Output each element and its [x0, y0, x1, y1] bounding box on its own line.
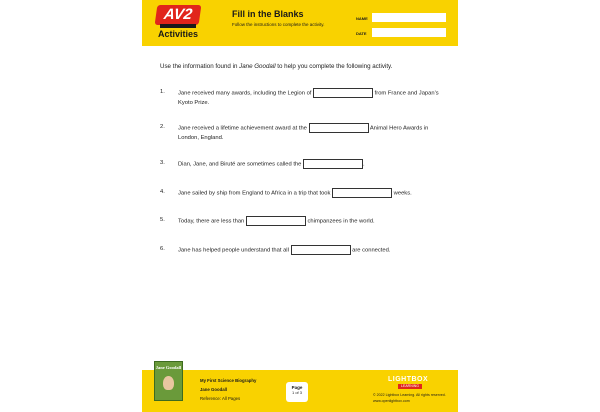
- logo-mark: AV2: [155, 5, 202, 25]
- cover-title: Jane Goodall: [155, 365, 182, 370]
- question-text-after: chimpanzees in the world.: [307, 218, 375, 225]
- page-badge: [286, 382, 308, 402]
- intro-suffix: to help you complete the following activity.: [275, 63, 393, 70]
- question-text-after: Animal Hero Awards in London, England.: [178, 125, 429, 141]
- page-number: 1 of 3: [291, 390, 302, 395]
- question-number: 3.: [160, 160, 165, 166]
- footer-bar: [142, 365, 458, 412]
- question-number: 2.: [160, 124, 165, 130]
- page-title: Fill in the Blanks: [232, 9, 304, 19]
- instructions: [160, 63, 392, 70]
- book-cover-image: [154, 361, 183, 401]
- logo-activities-label: Activities: [157, 29, 199, 39]
- question-text-after: are connected.: [352, 247, 391, 254]
- question-text-after: .: [363, 161, 365, 168]
- worksheet: [142, 0, 458, 412]
- answer-blank-2[interactable]: [309, 123, 369, 133]
- question-number: 1.: [160, 89, 165, 95]
- question-number: 4.: [160, 189, 165, 195]
- question-text: Dian, Jane, and Biruté are sometimes called the: [178, 161, 302, 168]
- question-number: 6.: [160, 246, 165, 252]
- question-text: Jane received many awards, including the Legion of: [178, 90, 312, 97]
- page-subtitle: Follow the instructions to complete the activity.: [232, 22, 325, 27]
- series-title: My First Science Biography: [200, 378, 257, 383]
- question-number: 5.: [160, 217, 165, 223]
- cover-portrait-icon: [163, 376, 174, 390]
- book-title: Jane Goodall: [200, 387, 227, 392]
- page-label: Page: [291, 385, 303, 390]
- copyright-text: © 2022 Lightbox Learning. All rights reserved.: [373, 393, 446, 397]
- question-text: Jane received a lifetime achievement award at the: [178, 125, 307, 132]
- question-text: Jane sailed by ship from England to Africa in a trip that took: [178, 190, 331, 197]
- name-label: NAME: [356, 16, 368, 21]
- lightbox-logo: LIGHTBOX: [388, 376, 429, 383]
- answer-blank-1[interactable]: [313, 88, 373, 98]
- answer-blank-3[interactable]: [303, 159, 363, 169]
- website-link[interactable]: www.openlightbox.com: [373, 399, 410, 403]
- date-label: DATE: [356, 31, 367, 36]
- header-bar: [142, 0, 458, 46]
- question-text-after: weeks.: [393, 190, 412, 197]
- intro-book-title: Jane Goodall: [239, 63, 276, 70]
- question-text-after: from France and Japan's Kyoto Prize.: [178, 90, 439, 106]
- av2-logo: [150, 5, 206, 41]
- date-field[interactable]: [372, 28, 446, 37]
- reference-text: Reference: All Pages: [200, 396, 241, 401]
- logo-underline: [160, 24, 196, 28]
- answer-blank-6[interactable]: [291, 245, 351, 255]
- answer-blank-4[interactable]: [332, 188, 392, 198]
- intro-prefix: Use the information found in: [160, 63, 240, 70]
- name-field[interactable]: [372, 13, 446, 22]
- question-text: Jane has helped people understand that all: [178, 247, 289, 254]
- answer-blank-5[interactable]: [246, 216, 306, 226]
- question-text: Today, there are less than: [178, 218, 245, 225]
- lightbox-learning-badge: LEARNING: [398, 384, 422, 389]
